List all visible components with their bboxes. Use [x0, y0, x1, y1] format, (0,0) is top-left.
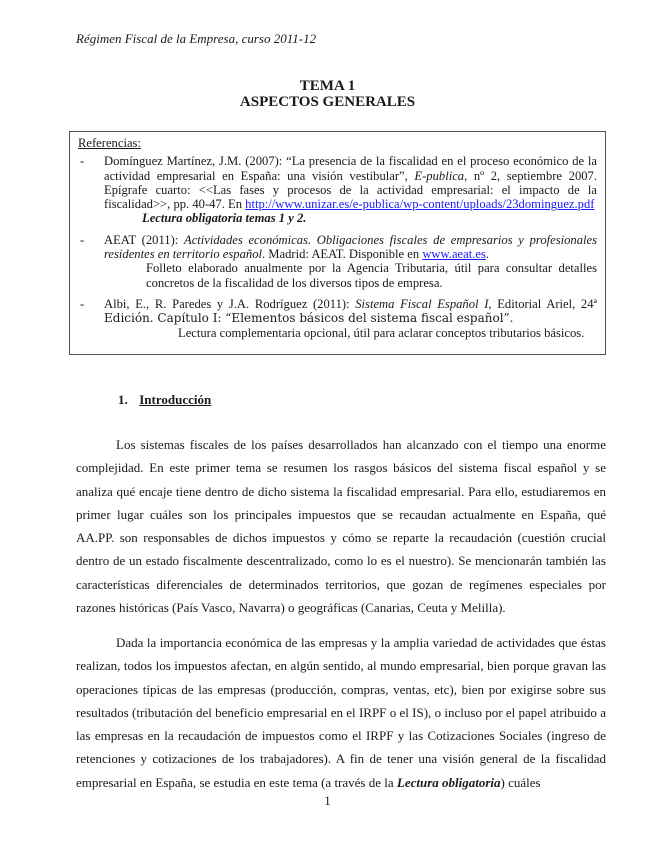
paragraph: Dada la importancia económica de las empresas y la amplia variedad de actividades que éstas realizan, todos los impuestos afectan, en algún sentido, al mundo empresarial, bien porque gravan las operaciones típicas de las empresas (producción, compras, ventas, etc), bien por exigirse sobre sus resultados (tributación del beneficio empresarial en el IRPF o el IS), o incluso por el papel atribuido a las empresas en la recaudación de impuestos como el IRPF y las Cotizaciones Sociales (ingreso de retenciones y cotizaciones de los trabajadores). A fin de tener una visión general de la fiscalidad empresarial en España, se estudia en este tema (a través de la Lectura obligatoria) cuáles	[76, 635, 606, 790]
page-number: 1	[324, 793, 331, 808]
emphasis: Lectura obligatoria	[396, 774, 501, 790]
reference-note: Lectura complementaria opcional, útil para aclarar conceptos tributarios básicos.	[178, 325, 585, 340]
paragraph: Los sistemas fiscales de los países desarrollados han alcanzado con el tiempo una enorme complejidad. En este primer tema se resumen los rasgos básicos del sistema fiscal español y se analiza qué encaje tiene dentro de dicho sistema la fiscalidad empresarial. Para ello, estudiaremos en primer lugar cuáles son los principales impuestos que se recaudan actualmente en España, qué AA.PP. son responsables de dichos impuestos y cómo se reparte la recaudación (cuestión crucial dentro de un estado fiscalmente descentralizado, como lo es el nuestro). Se mencionarán también las características diferenciales de determinados territorios, que gozan de regímenes especiales por razones históricas (País Vasco, Navarra) o geográficas (Canarias, Ceuta y Melilla).	[76, 437, 606, 616]
references-box	[69, 131, 606, 355]
list-dash: -	[80, 154, 85, 169]
reference-item: - Domínguez Martínez, J.M. (2007): “La presencia de la fiscalidad en el proceso económico de la actividad empresarial en España: una visión vestibular”, E-publica, nº 2, septiembre 2007. Epígrafe cuarto: <<Las fases y procesos de la actividad empresarial: el impacto de la fiscalidad>>, pp. 40-47. En http://www.unizar.es/e-publica/wp-content/uploads/23dominguez.pdf Lectura obligatoria temas 1 y 2.	[80, 154, 597, 226]
list-dash: -	[80, 232, 85, 247]
reference-item: - Albi, E., R. Paredes y J.A. Rodríguez (2011): Sistema Fiscal Español I, Editorial Ariel, 24ª Edición. Capítulo I: “Elementos básicos del sistema fiscal español”. Lectura complementaria opcional, útil para aclarar conceptos tributarios básicos.	[80, 296, 598, 340]
reference-link[interactable]: http://www.unizar.es/e-publica/wp-content/uploads/23dominguez.pdf	[245, 197, 595, 212]
page-title	[0, 78, 655, 110]
section-heading	[118, 392, 211, 408]
reference-item: - AEAT (2011): Actividades económicas. Obligaciones fiscales de empresarios y profesionales residentes en territorio español. Madrid: AEAT. Disponible en www.aeat.es. Folleto elaborado anualmente por la Agencia Tributaria, útil para consultar detalles concretos de la fiscalidad de los diversos tipos de empresa.	[80, 232, 597, 290]
section-label: Introducción	[139, 392, 212, 407]
section-number: 1.	[118, 392, 128, 407]
reference-note: Lectura obligatoria temas 1 y 2.	[142, 211, 307, 226]
reference-link[interactable]: www.aeat.es	[422, 247, 486, 262]
title-line-2: ASPECTOS GENERALES	[239, 94, 416, 110]
title-line-1: TEMA 1	[299, 78, 356, 94]
running-header: Régimen Fiscal de la Empresa, curso 2011-12	[76, 31, 317, 46]
list-dash: -	[80, 296, 85, 311]
references-heading: Referencias:	[78, 136, 141, 150]
reference-note: Folleto elaborado anualmente por la Agencia Tributaria, útil para consultar detalles concretos de la fiscalidad de los diversos tipos de empresa.	[146, 261, 597, 290]
